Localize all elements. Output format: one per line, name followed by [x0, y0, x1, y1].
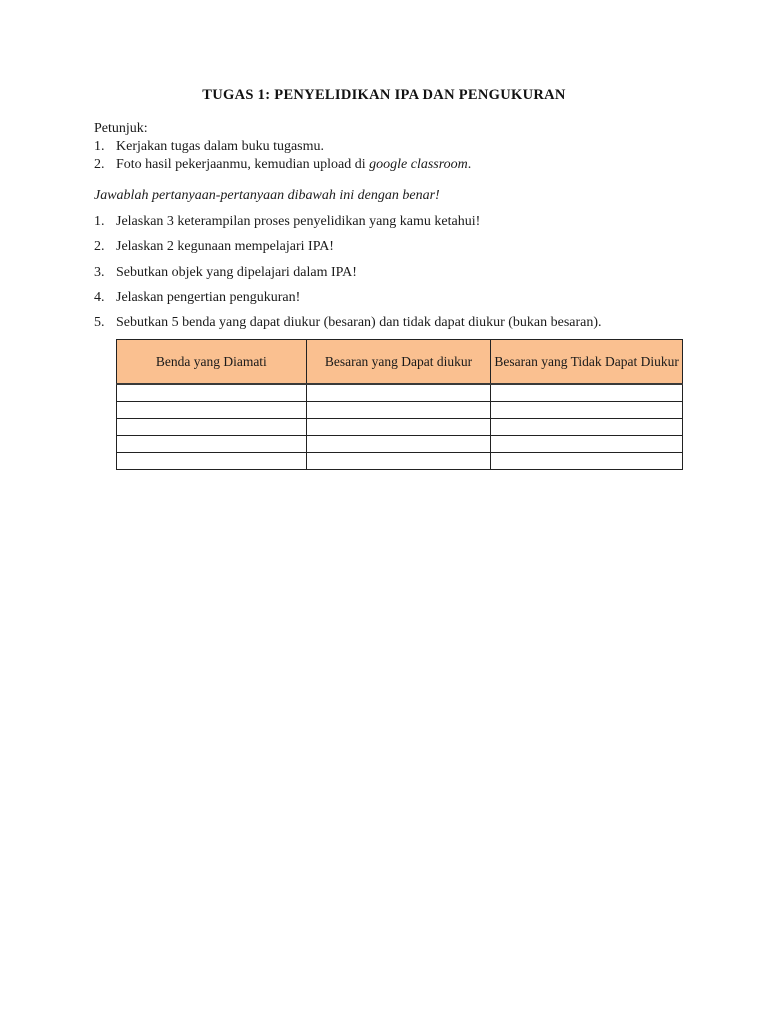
question-number: 1.	[94, 214, 105, 229]
question-item-1	[94, 213, 480, 231]
table-cell[interactable]	[491, 402, 683, 419]
question-item-2	[94, 238, 334, 256]
question-number: 5.	[94, 315, 105, 330]
table-cell[interactable]	[491, 453, 683, 470]
instruction-text: Kerjakan tugas dalam buku tugasmu.	[116, 139, 325, 154]
instruction-item-2	[94, 156, 471, 174]
table-row	[117, 453, 683, 470]
question-text: Jelaskan 3 keterampilan proses penyelidikan yang kamu ketahui!	[116, 214, 481, 229]
table-cell[interactable]	[117, 436, 307, 453]
table-cell[interactable]	[306, 453, 491, 470]
table-cell[interactable]	[306, 419, 491, 436]
question-number: 2.	[94, 239, 105, 254]
table-cell[interactable]	[117, 453, 307, 470]
table-cell[interactable]	[117, 384, 307, 402]
question-text: Sebutkan objek yang dipelajari dalam IPA!	[116, 265, 357, 280]
document-title: TUGAS 1: PENYELIDIKAN IPA DAN PENGUKURAN	[202, 87, 566, 103]
question-prompt: Jawablah pertanyaan-pertanyaan dibawah ini dengan benar!	[94, 188, 440, 203]
instruction-number: 1.	[94, 139, 105, 154]
header-benda: Benda yang Diamati	[117, 340, 307, 385]
instruction-text-end: .	[467, 157, 472, 172]
question-text: Jelaskan pengertian pengukuran!	[116, 290, 301, 305]
question-item-4	[94, 289, 300, 307]
table-cell[interactable]	[491, 436, 683, 453]
question-text: Sebutkan 5 benda yang dapat diukur (besaran) dan tidak dapat diukur (bukan besaran).	[116, 315, 602, 330]
question-item-3	[94, 264, 357, 282]
header-besaran-tidak-dapat-diukur	[491, 340, 683, 385]
table-cell[interactable]	[306, 436, 491, 453]
table-row	[117, 384, 683, 402]
table-row	[117, 436, 683, 453]
instruction-text: Foto hasil pekerjaanmu, kemudian upload di	[116, 157, 370, 172]
question-number: 3.	[94, 265, 105, 280]
instructions-label: Petunjuk:	[94, 121, 148, 136]
question-item-5	[94, 314, 602, 332]
header-besaran-dapat-diukur: Besaran yang Dapat diukur	[306, 340, 491, 385]
question-number: 4.	[94, 290, 105, 305]
instruction-text-italic: google classroom	[369, 157, 468, 172]
table-row	[117, 402, 683, 419]
instruction-number: 2.	[94, 157, 105, 172]
table-row	[117, 419, 683, 436]
table-header-row	[117, 340, 683, 385]
table-cell[interactable]	[117, 402, 307, 419]
table-cell[interactable]	[306, 384, 491, 402]
header-besaran-tidak-text: Besaran yang Tidak Dapat Diukur	[494, 353, 679, 369]
table-cell[interactable]	[117, 419, 307, 436]
instruction-item-1	[94, 138, 324, 156]
table-cell[interactable]	[306, 402, 491, 419]
question-text: Jelaskan 2 kegunaan mempelajari IPA!	[116, 239, 334, 254]
table-cell[interactable]	[491, 384, 683, 402]
observation-table	[116, 339, 683, 470]
table-cell[interactable]	[491, 419, 683, 436]
